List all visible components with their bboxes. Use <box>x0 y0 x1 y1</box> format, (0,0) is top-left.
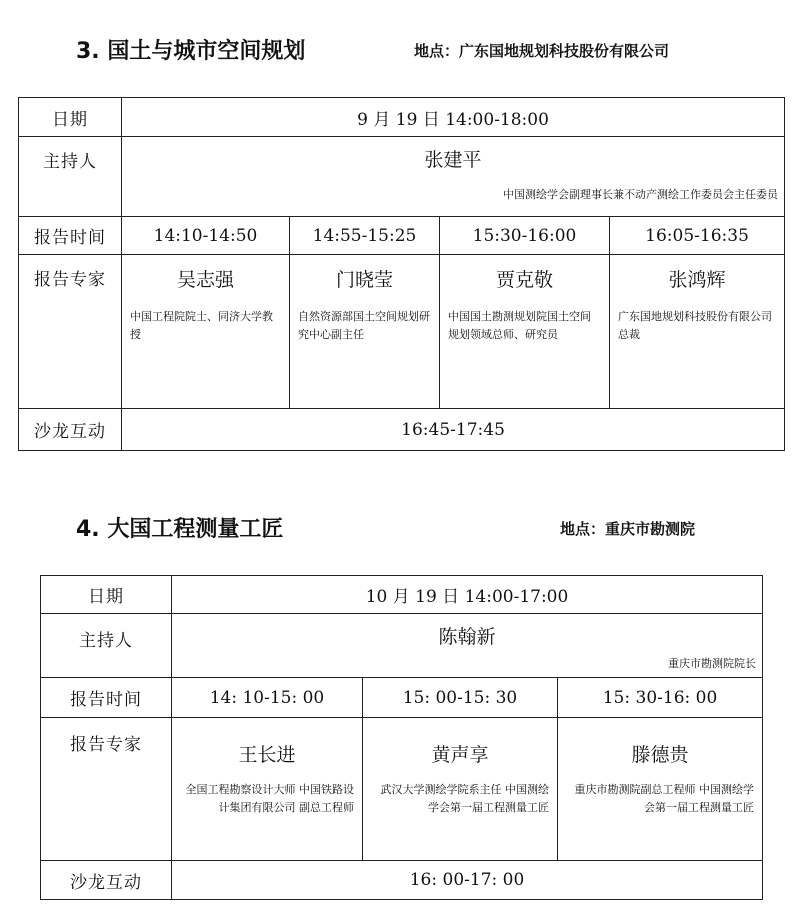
expert-name: 王长进 <box>238 744 296 766</box>
expert-desc: 中国国土勘测规划院国土空间规划领域总师、研究员 <box>448 310 591 341</box>
expert-desc: 广东国地规划科技股份有限公司总裁 <box>618 310 772 341</box>
expert-name: 贾克敬 <box>495 269 553 291</box>
expert-cell <box>122 255 290 409</box>
expert-name: 滕德贵 <box>631 744 689 766</box>
date-label: 日期 <box>19 98 122 137</box>
time-slot: 15: 30-16: 00 <box>558 678 763 718</box>
time-slot: 15:30-16:00 <box>440 217 610 255</box>
section3-title: 3. 国土与城市空间规划 <box>76 39 306 64</box>
experts-label: 报告专家 <box>41 718 172 861</box>
time-slot: 14:55-15:25 <box>290 217 440 255</box>
expert-cell <box>440 255 610 409</box>
host-cell <box>172 614 763 678</box>
section4-table <box>40 575 763 900</box>
expert-desc: 武汉大学测绘学院系主任 中国测绘学会第一届工程测量工匠 <box>380 783 549 814</box>
date-value: 10 月 19 日 14:00-17:00 <box>172 576 763 614</box>
expert-name: 吴志强 <box>176 269 234 291</box>
host-label: 主持人 <box>19 137 122 217</box>
expert-name: 门晓莹 <box>335 269 393 291</box>
section4-title: 4. 大国工程测量工匠 <box>76 517 284 542</box>
expert-name: 黄声享 <box>431 744 489 766</box>
experts-label: 报告专家 <box>19 255 122 409</box>
salon-label: 沙龙互动 <box>41 861 172 900</box>
expert-cell <box>363 718 558 861</box>
expert-cell <box>558 718 763 861</box>
host-title: 重庆市勘测院院长 <box>668 657 757 670</box>
expert-cell <box>172 718 363 861</box>
host-cell <box>122 137 785 217</box>
host-title: 中国测绘学会副理事长兼不动产测绘工作委员会主任委员 <box>503 188 779 201</box>
expert-desc: 中国工程院院士、同济大学教授 <box>130 310 273 341</box>
host-label: 主持人 <box>41 614 172 678</box>
time-slot: 16:05-16:35 <box>610 217 785 255</box>
salon-time: 16: 00-17: 00 <box>172 861 763 900</box>
section3-table <box>18 97 785 451</box>
time-slot: 15: 00-15: 30 <box>363 678 558 718</box>
time-label: 报告时间 <box>41 678 172 718</box>
expert-desc: 自然资源部国土空间规划研究中心副主任 <box>298 310 430 341</box>
salon-time: 16:45-17:45 <box>122 409 785 451</box>
section3-location: 地点：广东国地规划科技股份有限公司 <box>414 42 670 60</box>
expert-desc: 重庆市勘测院副总工程师 中国测绘学会第一届工程测量工匠 <box>574 783 755 814</box>
host-name: 陈翰新 <box>438 626 496 648</box>
section4-location: 地点：重庆市勘测院 <box>560 520 696 538</box>
host-name: 张建平 <box>424 149 482 171</box>
expert-name: 张鸿辉 <box>668 269 726 291</box>
date-label: 日期 <box>41 576 172 614</box>
salon-label: 沙龙互动 <box>19 409 122 451</box>
time-slot: 14:10-14:50 <box>122 217 290 255</box>
expert-desc: 全国工程勘察设计大师 中国铁路设计集团有限公司 副总工程师 <box>185 783 354 814</box>
date-value: 9 月 19 日 14:00-18:00 <box>122 98 785 137</box>
time-slot: 14: 10-15: 00 <box>172 678 363 718</box>
time-label: 报告时间 <box>19 217 122 255</box>
expert-cell <box>610 255 785 409</box>
expert-cell <box>290 255 440 409</box>
